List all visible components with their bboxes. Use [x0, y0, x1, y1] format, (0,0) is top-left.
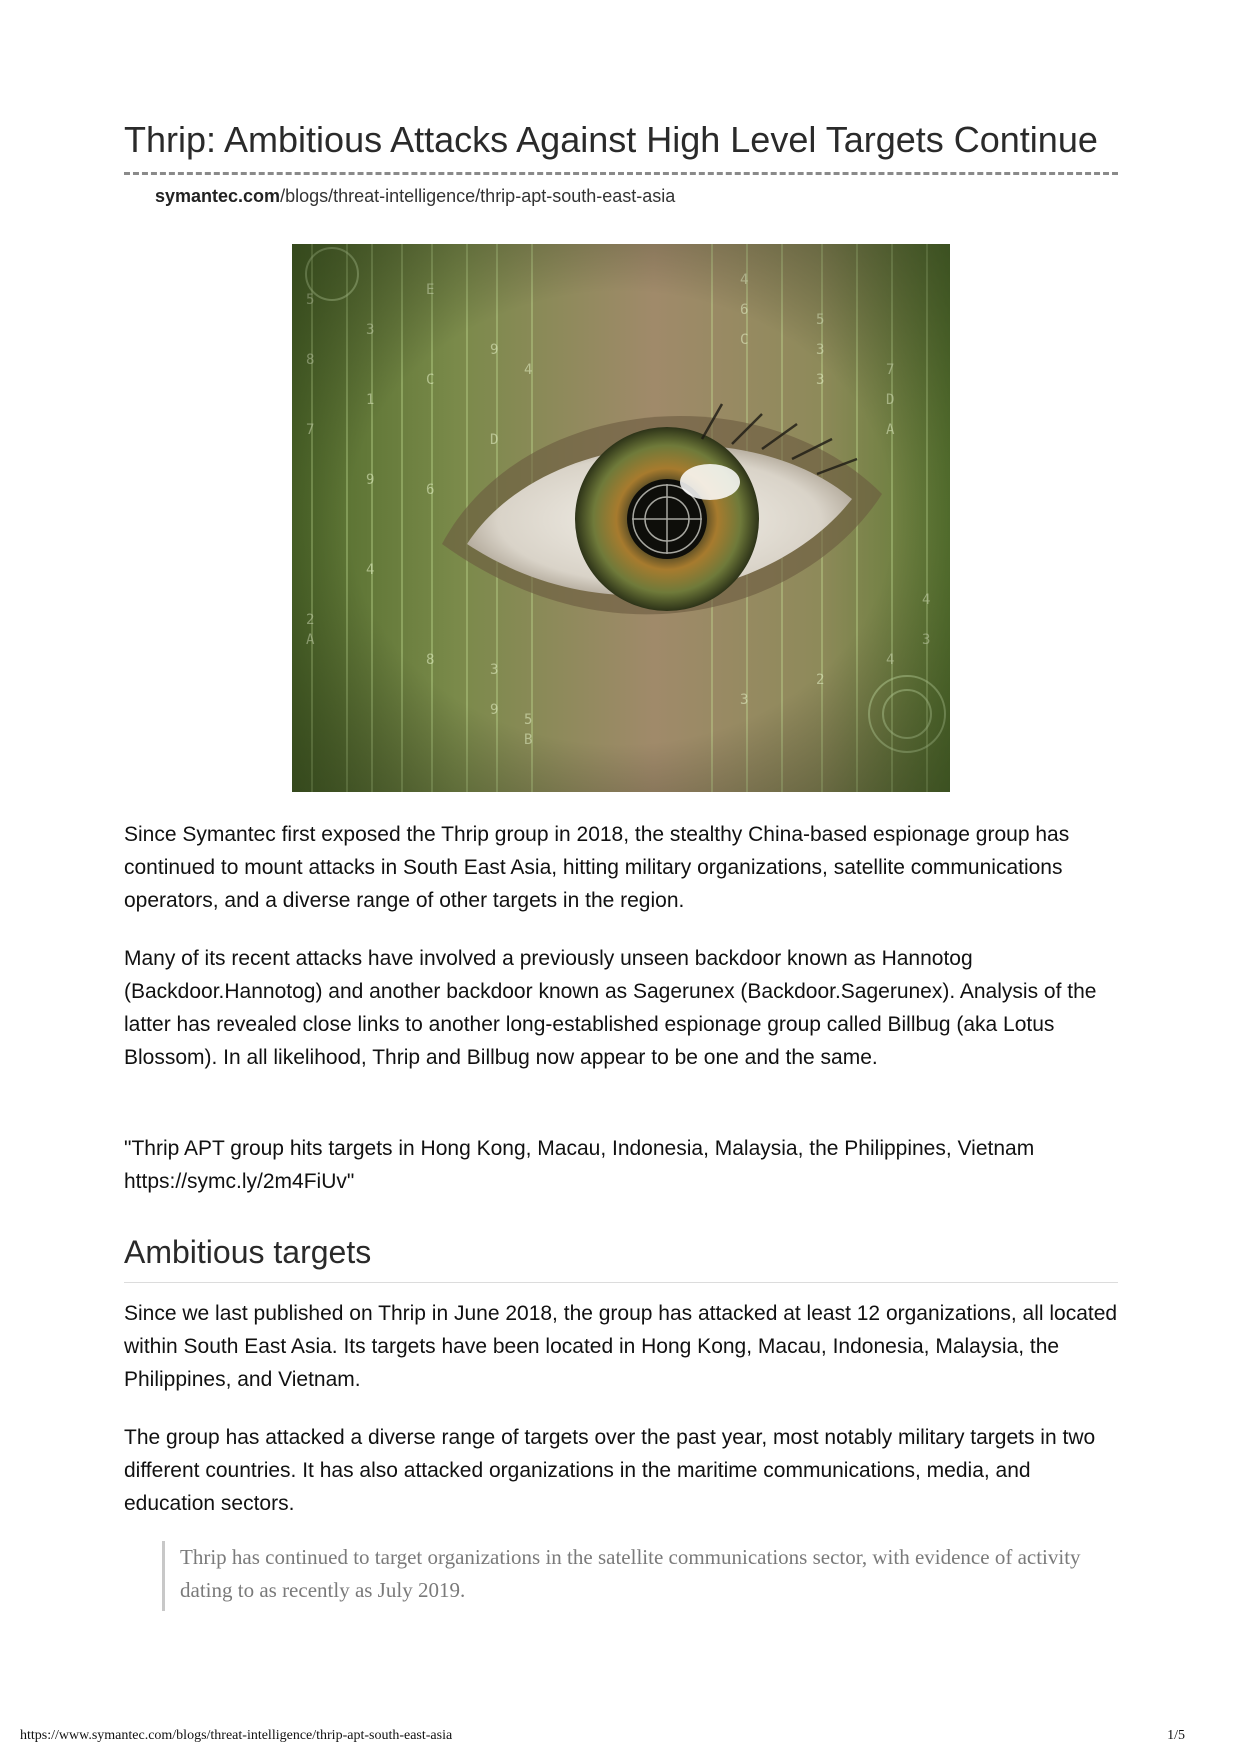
source-line — [155, 184, 675, 208]
body-paragraph-3: "Thrip APT group hits targets in Hong Kong, Macau, Indonesia, Malaysia, the Philippines, Vietnam https://symc.ly/2m4FiUv" — [124, 1137, 1035, 1193]
pull-quote — [162, 1541, 1120, 1611]
body-paragraph-5: The group has attacked a diverse range of targets over the past year, most notably military targets in two different countries. It has also attacked organizations in the maritime communications, media, and education sectors. — [124, 1426, 1096, 1515]
body-paragraph-4: Since we last published on Thrip in June 2018, the group has attacked at least 12 organizations, all located within South East Asia. Its targets have been located in Hong Kong, Macau, Indonesia, Malaysia, the Philippines, and Vietnam. — [124, 1302, 1118, 1391]
title-divider — [124, 172, 1118, 175]
page-number: 1/5 — [1167, 1728, 1185, 1743]
source-domain: symantec.com — [155, 186, 281, 206]
eye-with-digital-code-image — [292, 244, 950, 792]
pull-quote-text: Thrip has continued to target organizations in the satellite communications sector, with evidence of activity dating to as recently as July 2019. — [180, 1545, 1081, 1602]
body-paragraph-2: Many of its recent attacks have involved a previously unseen backdoor known as Hannotog (Backdoor.Hannotog) and another backdoor known as Sagerunex (Backdoor.Sagerunex). Analysis of the latter has revealed close links to another long-established espionage group called Billbug (aka Lotus Blossom). In all likelihood, Thrip and Billbug now appear to be one and the same. — [124, 947, 1097, 1069]
hero-image — [292, 244, 950, 792]
source-path: /blogs/threat-intelligence/thrip-apt-south-east-asia — [280, 186, 676, 206]
section-divider — [124, 1282, 1118, 1283]
footer-url: https://www.symantec.com/blogs/threat-intelligence/thrip-apt-south-east-asia — [20, 1728, 453, 1743]
body-paragraph-1: Since Symantec first exposed the Thrip group in 2018, the stealthy China-based espionage group has continued to mount attacks in South East Asia, hitting military organizations, satellite communications operators, and a diverse range of other targets in the region. — [124, 823, 1070, 912]
section-heading: Ambitious targets — [124, 1234, 372, 1270]
article-title: Thrip: Ambitious Attacks Against High Level Targets Continue — [124, 119, 1098, 160]
